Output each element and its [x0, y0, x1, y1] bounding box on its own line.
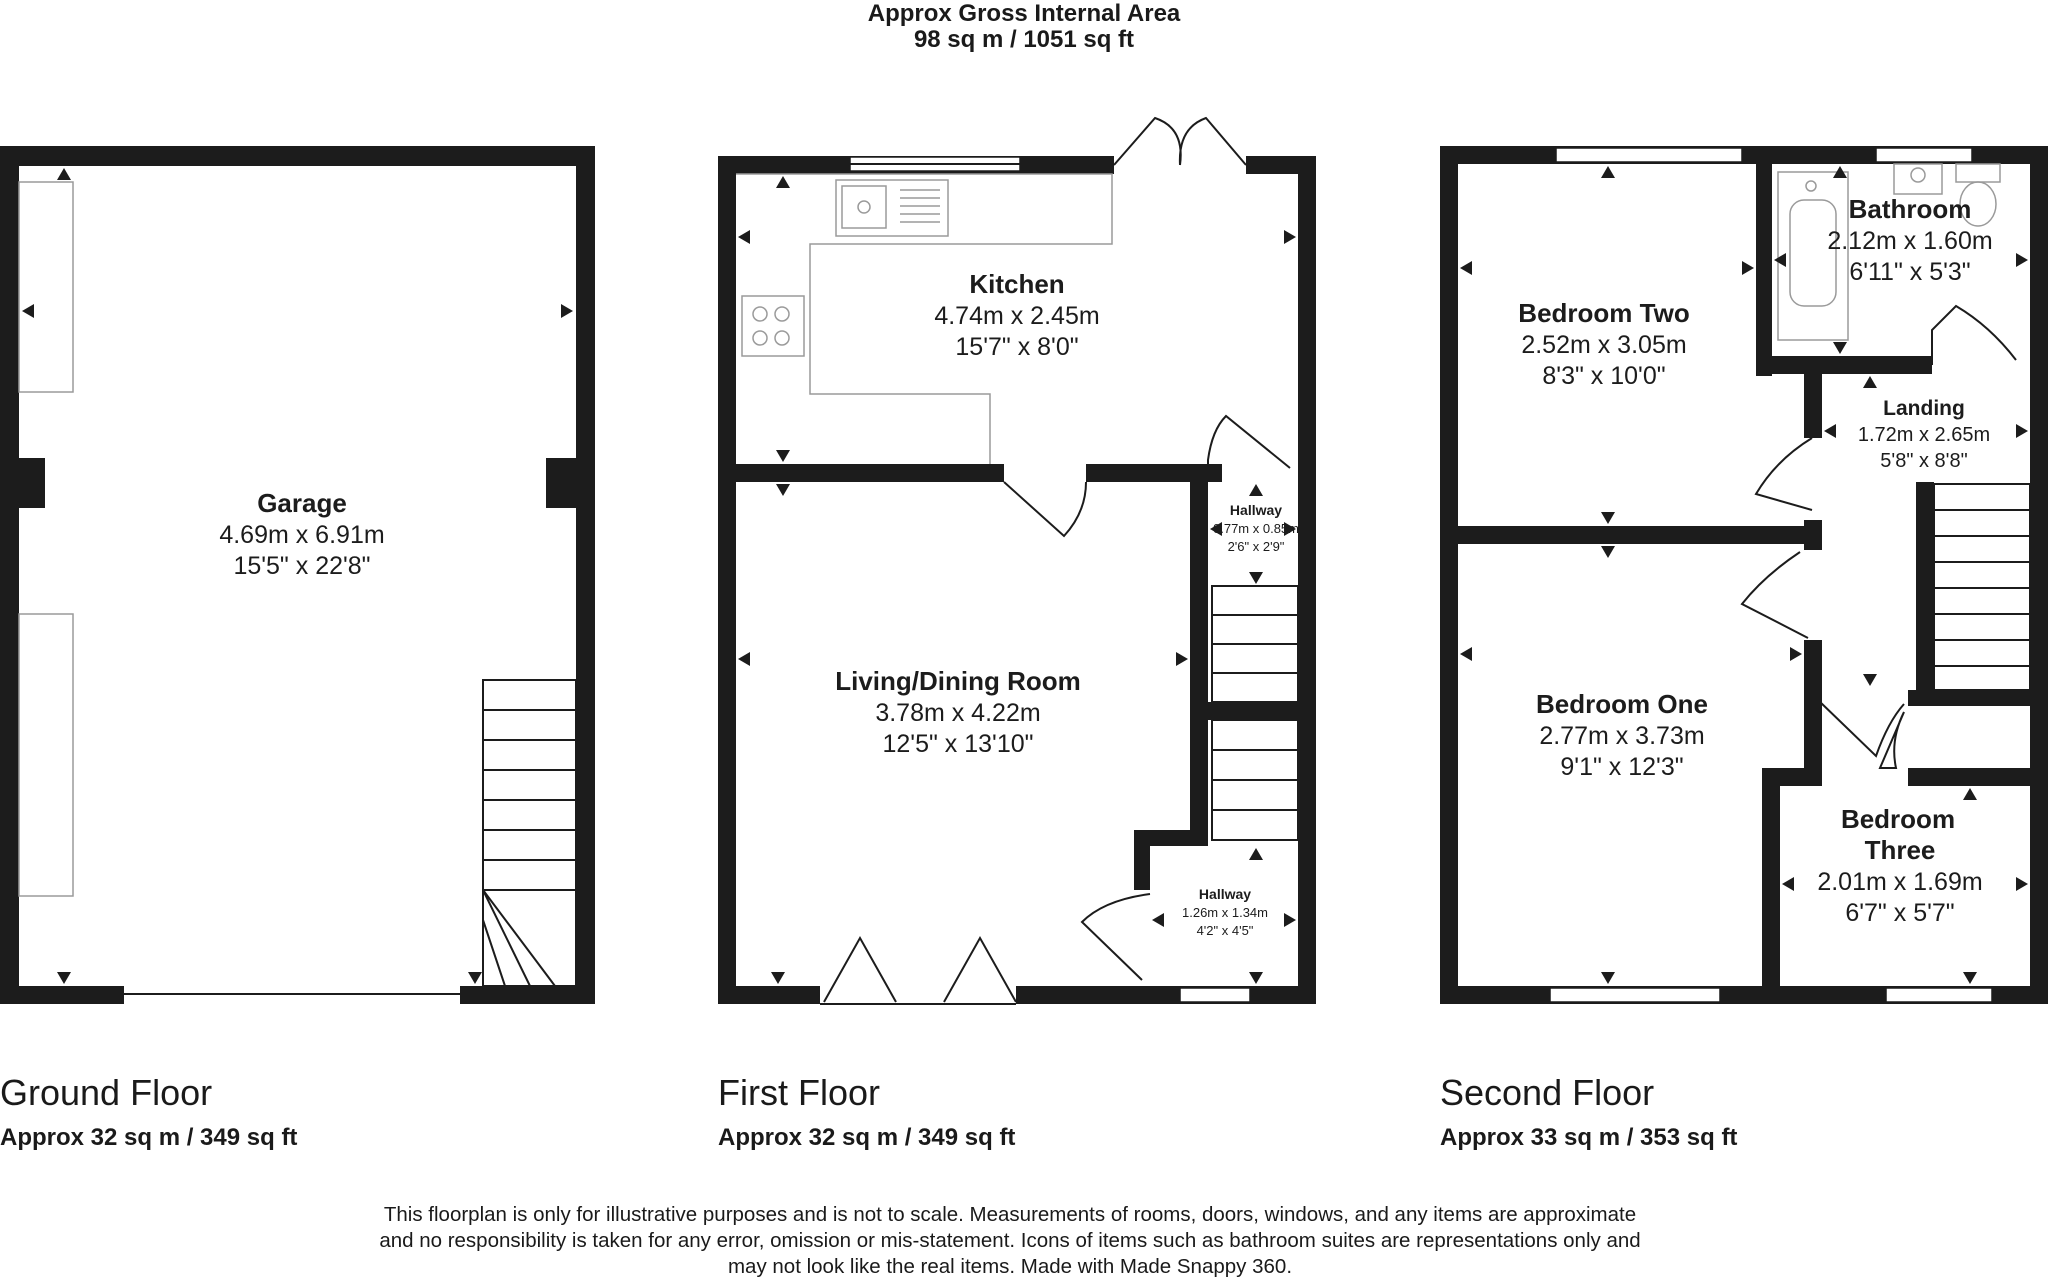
landing-label: Landing [1883, 397, 1965, 420]
second-floor-staircase [1916, 482, 2030, 690]
bedroom-three-imperial: 6'7" x 5'7" [1845, 899, 1955, 927]
disclaimer-line-1: This floorplan is only for illustrative purposes and is not to scale. Measurements of rooms, doors, windows, and any items are approximate [383, 1203, 1637, 1226]
second-floor-area: Approx 33 sq m / 353 sq ft [1440, 1124, 1738, 1151]
ground-floor-name: Ground Floor [0, 1072, 213, 1113]
bedroom-two-label: Bedroom Two [1518, 298, 1690, 328]
second-floor-name: Second Floor [1440, 1072, 1655, 1113]
landing-metric: 1.72m x 2.65m [1857, 424, 1991, 446]
first-floor-name: First Floor [718, 1072, 880, 1113]
hallway-upper-imperial: 2'6" x 2'9" [1227, 539, 1285, 554]
toilet [1956, 164, 2000, 182]
gross-area-title: Approx Gross Internal Area [867, 0, 1181, 27]
hallway-lower-imperial: 4'2" x 4'5" [1196, 923, 1254, 938]
pillar-right [546, 458, 576, 508]
kitchen-imperial: 15'7" x 8'0" [955, 333, 1079, 361]
kitchen-metric: 4.74m x 2.45m [934, 302, 1100, 330]
bedroom-two-imperial: 8'3" x 10'0" [1542, 362, 1666, 390]
kitchen-hob [742, 296, 804, 356]
second-floor-plan [1440, 146, 2048, 1004]
first-floor-plan [718, 118, 1316, 1004]
landing-imperial: 5'8" x 8'8" [1880, 450, 1968, 472]
garage-imperial: 15'5" x 22'8" [233, 552, 371, 580]
bedroom-three-metric: 2.01m x 1.69m [1817, 868, 1983, 896]
bedroom-one-label: Bedroom One [1536, 689, 1708, 719]
disclaimer-line-2: and no responsibility is taken for any error, omission or mis-statement. Icons of items such as bathroom suites are representations only and [379, 1229, 1641, 1252]
living-imperial: 12'5" x 13'10" [882, 730, 1034, 758]
ground-floor-area: Approx 32 sq m / 349 sq ft [0, 1124, 298, 1151]
bathroom-imperial: 6'11" x 5'3" [1849, 258, 1971, 286]
garage-staircase [483, 680, 576, 986]
bathroom-metric: 2.12m x 1.60m [1827, 227, 1993, 255]
hallway-upper-label: Hallway [1229, 502, 1283, 518]
bedroom-one-metric: 2.77m x 3.73m [1539, 722, 1705, 750]
living-label: Living/Dining Room [835, 666, 1081, 696]
pillar-left [19, 458, 45, 508]
first-floor-area: Approx 32 sq m / 349 sq ft [718, 1124, 1016, 1151]
garage-metric: 4.69m x 6.91m [219, 521, 385, 549]
bedroom-three-label-line1: Bedroom [1840, 804, 1956, 834]
disclaimer [280, 1202, 1740, 1280]
disclaimer-line-3: may not look like the real items. Made with Made Snappy 360. [727, 1255, 1293, 1278]
hallway-upper-metric: 0.77m x 0.85m [1213, 521, 1299, 536]
kitchen-label: Kitchen [969, 269, 1065, 299]
hallway-lower-metric: 1.26m x 1.34m [1182, 905, 1268, 920]
living-metric: 3.78m x 4.22m [875, 699, 1041, 727]
garage-label: Garage [257, 488, 347, 518]
bathtub [1778, 172, 1848, 340]
hallway-lower-label: Hallway [1198, 886, 1252, 902]
bedroom-three-label-line2: Three [1864, 835, 1936, 865]
bedroom-two-metric: 2.52m x 3.05m [1521, 331, 1687, 359]
bathroom-label: Bathroom [1848, 194, 1972, 224]
ground-floor-plan [0, 146, 595, 1004]
bedroom-one-imperial: 9'1" x 12'3" [1560, 753, 1684, 781]
gross-area-total: 98 sq m / 1051 sq ft [913, 26, 1135, 53]
